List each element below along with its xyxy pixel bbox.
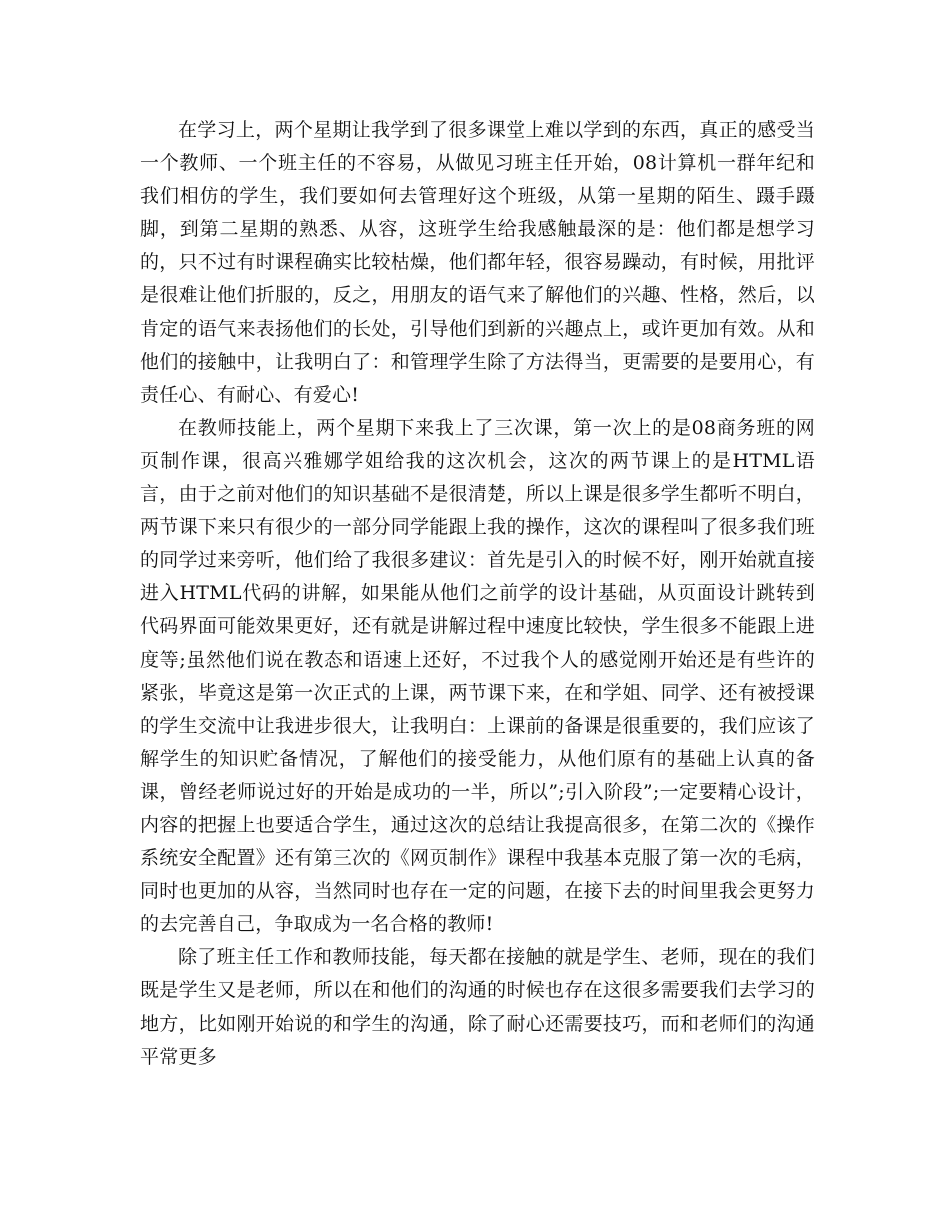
paragraph-teaching-skills: 在教师技能上，两个星期下来我上了三次课，第一次上的是08商务班的网页制作课，很高兴雅娜学姐给我的这次机会，这次的两节课上的是HTML语言，由于之前对他们的知识基础不是很清楚，所以上课是很多学生都听不明白，两节课下来只有很少的一部分同学能跟上我的操作，这次的课程叫了很多我们班的同学过来旁听，他们给了我很多建议：首先是引入的时候不好，刚开始就直接进入HTML代码的讲解，如果能从他们之前学的设计基础，从页面设计跳转到代码界面可能效果更好，还有就是讲解过程中速度比较快，学生很多不能跟上进度等;虽然他们说在教态和语速上还好，不过我个人的感觉刚开始还是有些许的紧张，毕竟这是第一次正式的上课，两节课下来，在和学姐、同学、还有被授课的学生交流中让我进步很大，让我明白：上课前的备课是很重要的，我们应该了解学生的知识贮备情况，了解他们的接受能力，从他们原有的基础上认真的备课，曾经老师说过好的开始是成功的一半，所以”;引入阶段”;一定要精心设计，内容的把握上也要适合学生，通过这次的总结让我提高很多，在第二次的《操作系统安全配置》还有第三次的《网页制作》课程中我基本克服了第一次的毛病，同时也更加的从容，当然同时也存在一定的问题，在接下去的时间里我会更努力的去完善自己，争取成为一名合格的教师! [140,416,815,936]
paragraph-class-management: 在学习上，两个星期让我学到了很多课堂上难以学到的东西，真正的感受当一个教师、一个班主任的不容易，从做见习班主任开始，08计算机一群年纪和我们相仿的学生，我们要如何去管理好这个班级，从第一星期的陌生、蹑手蹑脚，到第二星期的熟悉、从容，这班学生给我感触最深的是：他们都是想学习的，只不过有时课程确实比较枯燥，他们都年轻，很容易躁动，有时候，用批评是很难让他们折服的，反之，用朋友的语气来了解他们的兴趣、性格，然后，以肯定的语气来表扬他们的长处，引导他们到新的兴趣点上，或许更加有效。从和他们的接触中，让我明白了：和管理学生除了方法得当，更需要的是要用心，有责任心、有耐心、有爱心! [140,119,815,406]
paragraph-communication: 除了班主任工作和教师技能，每天都在接触的就是学生、老师，现在的我们既是学生又是老师，所以在和他们的沟通的时候也存在这很多需要我们去学习的地方，比如刚开始说的和学生的沟通，除了耐心还需要技巧，而和老师们的沟通平常更多 [140,946,815,1068]
document-body [140,114,815,1074]
